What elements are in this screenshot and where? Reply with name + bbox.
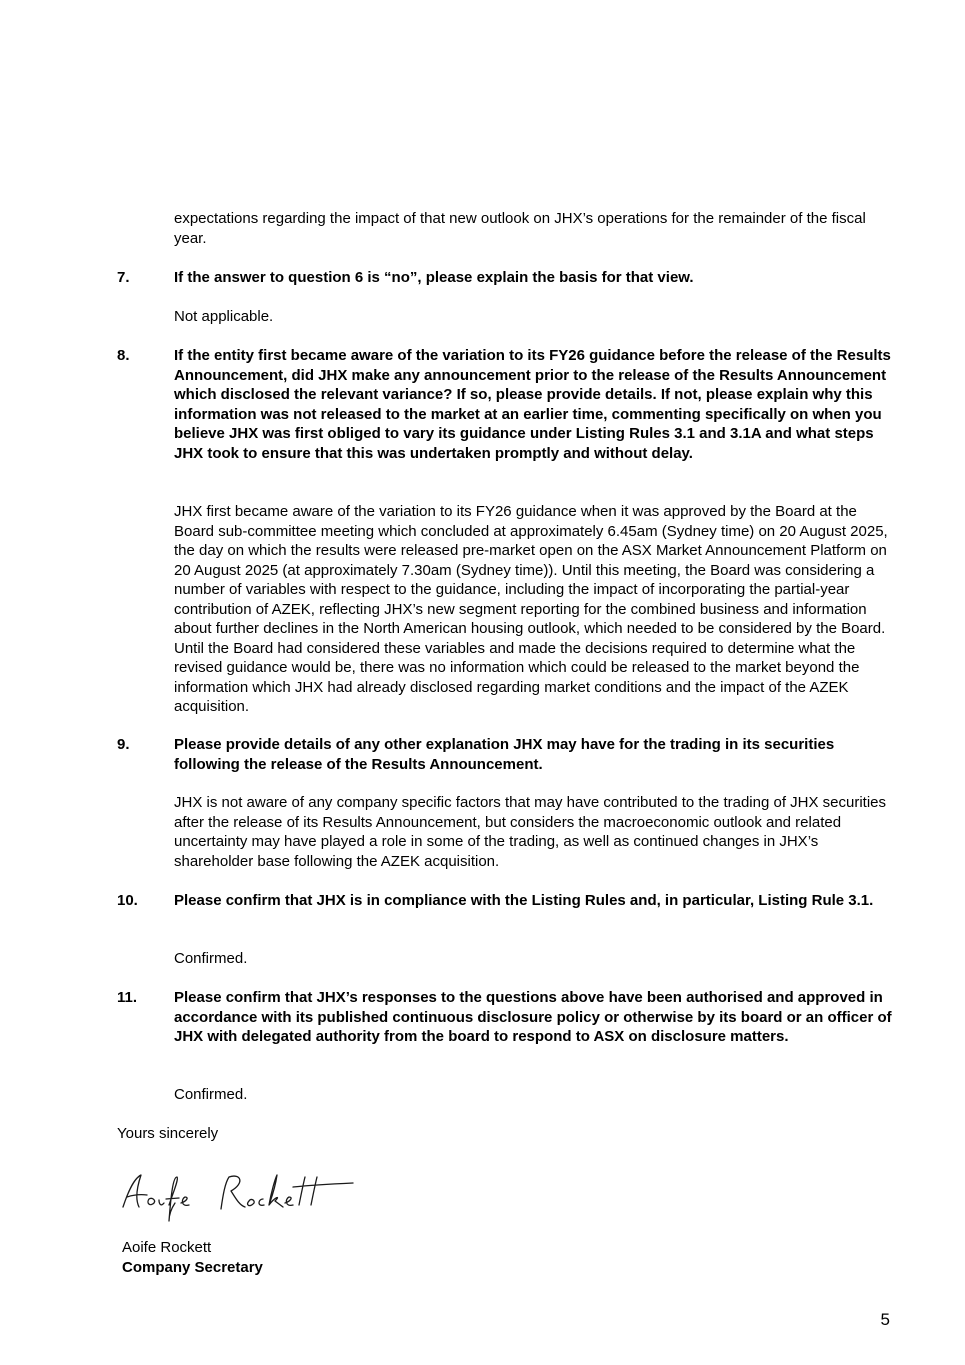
- question-text: Please provide details of any other explanation JHX may have for the trading in its securities following the release of the Results Announcement.: [174, 736, 835, 773]
- question-9: [117, 735, 892, 774]
- closing-salutation: Yours sincerely: [117, 1125, 219, 1142]
- signer-name: Aoife Rockett: [122, 1239, 212, 1256]
- page-number: 5: [880, 1310, 890, 1329]
- continuation-paragraph: expectations regarding the impact of that new outlook on JHX’s operations for the remainder of the fiscal year.: [174, 210, 866, 247]
- question-number: 10.: [117, 892, 138, 909]
- signer-block: [122, 1238, 263, 1277]
- answer-7: Not applicable.: [174, 308, 274, 325]
- question-number: 11.: [117, 989, 138, 1006]
- answer-11: Confirmed.: [174, 1086, 248, 1103]
- question-8: [117, 346, 892, 463]
- answer-9: JHX is not aware of any company specific factors that may have contributed to the trading of JHX securities after the release of its Results Announcement, but considers the macroeconomic outlook and related uncertainty may have played a role in some of the trading, as well as continued changes in JHX’s shareholder base following the AZEK acquisition.: [174, 794, 887, 870]
- question-11: [117, 988, 892, 1047]
- question-10: [117, 891, 892, 911]
- question-text: Please confirm that JHX is in compliance with the Listing Rules and, in particular, Listing Rule 3.1.: [174, 892, 874, 909]
- signer-title: Company Secretary: [122, 1258, 263, 1276]
- question-text: If the answer to question 6 is “no”, please explain the basis for that view.: [174, 269, 694, 286]
- question-text: Please confirm that JHX’s responses to the questions above have been authorised and approved in accordance with its published continuous disclosure policy or otherwise by its board or an officer of JHX with delegated authority from the board to respond to ASX on disclosure matters.: [174, 989, 892, 1045]
- question-7: [117, 268, 892, 288]
- question-number: 7.: [117, 269, 130, 286]
- question-number: 8.: [117, 347, 130, 364]
- question-text: If the entity first became aware of the variation to its FY26 guidance before the release of the Results Announcement, did JHX make any announcement prior to the release of the Results Announcement which disclosed the relevant variance? If so, please provide details. If not, please explain why this information was not released to the market at an earlier time, commenting specifically on when you believe JHX was first obliged to vary its guidance under Listing Rules 3.1 and 3.1A and what steps JHX took to ensure that this was undertaken promptly and without delay.: [174, 347, 891, 462]
- answer-10: Confirmed.: [174, 950, 248, 967]
- signature-image: [117, 1165, 357, 1225]
- answer-8: JHX first became aware of the variation to its FY26 guidance when it was approved by the Board at the Board sub-committee meeting which concluded at approximately 6.45am (Sydney time) on 20 August 2025, the day on which the results were released pre-market open on the ASX Market Announcement Platform on 20 August 2025 (at approximately 7.30am (Sydney time)). Until this meeting, the Board was considering a number of variables with respect to the guidance, including the impact of incorporating the partial-year contribution of AZEK, reflecting JHX’s new segment reporting for the combined business and information about further declines in the North American housing outlook, which needed to be considered by the Board. Until the Board had considered these variables and made the decisions required to determine what the revised guidance would be, there was no information which could be released to the market beyond the information which JHX had already disclosed regarding market conditions and the impact of the AZEK acquisition.: [174, 503, 888, 715]
- question-number: 9.: [117, 736, 130, 753]
